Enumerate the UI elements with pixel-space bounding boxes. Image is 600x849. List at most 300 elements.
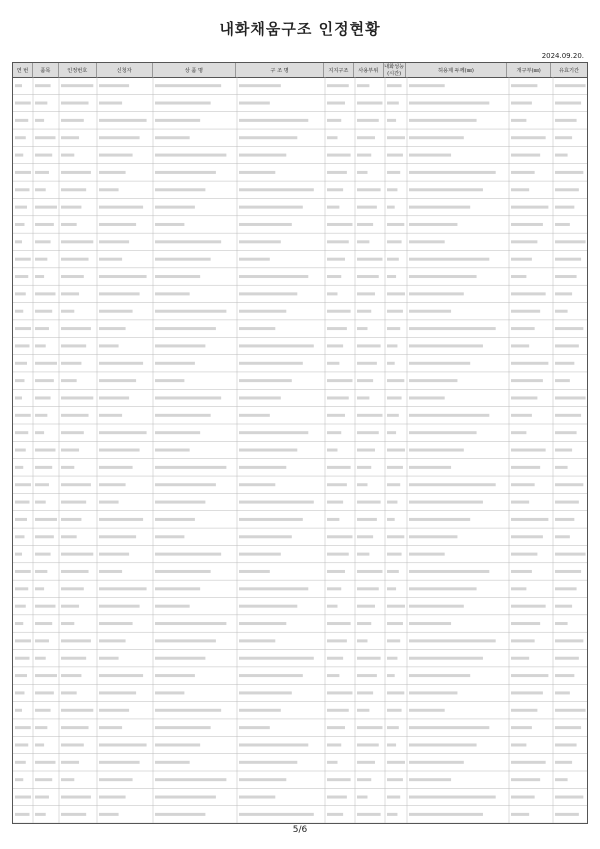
cell-placeholder: [555, 483, 583, 486]
cell-placeholder: [409, 813, 483, 816]
cell-placeholder: [239, 275, 308, 278]
cell-placeholder: [357, 310, 371, 313]
cell-placeholder: [357, 449, 375, 452]
cell-placeholder: [387, 102, 399, 105]
cell-placeholder: [155, 639, 216, 642]
cell-placeholder: [99, 743, 147, 746]
cell-placeholder: [409, 136, 464, 139]
cell-placeholder: [239, 379, 292, 382]
cell-placeholder: [155, 501, 205, 504]
cell-placeholder: [327, 344, 343, 347]
cell-placeholder: [61, 743, 84, 746]
cell-placeholder: [155, 622, 226, 625]
cell-placeholder: [35, 743, 44, 746]
cell-placeholder: [239, 570, 270, 573]
cell-placeholder: [35, 310, 52, 313]
cell-placeholder: [61, 726, 89, 729]
cell-placeholder: [239, 605, 297, 608]
cell-placeholder: [327, 726, 345, 729]
cell-placeholder: [555, 501, 579, 504]
cell-placeholder: [99, 102, 122, 105]
cell-placeholder: [555, 327, 583, 330]
cell-placeholder: [61, 466, 74, 469]
cell-placeholder: [387, 761, 405, 764]
cell-placeholder: [239, 206, 303, 209]
cell-placeholder: [239, 431, 308, 434]
cell-placeholder: [239, 622, 286, 625]
cell-placeholder: [511, 188, 529, 191]
cell-placeholder: [61, 518, 81, 521]
cell-placeholder: [387, 362, 395, 365]
cell-placeholder: [511, 796, 535, 799]
cell-placeholder: [555, 206, 574, 209]
cell-placeholder: [409, 501, 483, 504]
cell-placeholder: [15, 188, 30, 191]
cell-placeholder: [409, 570, 489, 573]
cell-placeholder: [327, 622, 351, 625]
cell-placeholder: [61, 587, 84, 590]
cell-placeholder: [511, 657, 529, 660]
cell-placeholder: [35, 102, 47, 105]
cell-placeholder: [387, 587, 396, 590]
cell-placeholder: [15, 310, 23, 313]
cell-placeholder: [511, 483, 535, 486]
cell-placeholder: [327, 206, 339, 209]
cell-placeholder: [15, 223, 25, 226]
cell-placeholder: [155, 396, 221, 399]
cell-placeholder: [15, 240, 22, 243]
cell-placeholder: [35, 154, 52, 157]
cell-placeholder: [99, 136, 140, 139]
cell-placeholder: [357, 587, 379, 590]
cell-placeholder: [239, 102, 270, 105]
cell-placeholder: [155, 102, 211, 105]
cell-placeholder: [327, 102, 345, 105]
cell-placeholder: [99, 796, 126, 799]
cell-placeholder: [239, 813, 314, 816]
cell-placeholder: [357, 206, 377, 209]
cell-placeholder: [99, 501, 119, 504]
cell-placeholder: [555, 709, 586, 712]
cell-placeholder: [61, 657, 86, 660]
cell-placeholder: [99, 84, 129, 87]
cell-placeholder: [15, 709, 22, 712]
cell-placeholder: [61, 639, 91, 642]
page-number: 5/6: [292, 825, 308, 835]
column-header-location: 사용부위: [354, 63, 384, 77]
cell-placeholder: [35, 292, 55, 295]
cell-placeholder: [409, 258, 489, 261]
cell-placeholder: [239, 796, 275, 799]
cell-placeholder: [327, 587, 341, 590]
cell-placeholder: [511, 119, 526, 122]
cell-placeholder: [99, 587, 147, 590]
cell-placeholder: [511, 102, 532, 105]
cell-placeholder: [511, 240, 537, 243]
cell-placeholder: [35, 449, 55, 452]
cell-placeholder: [99, 553, 129, 556]
cell-placeholder: [15, 657, 30, 660]
cell-placeholder: [239, 223, 292, 226]
cell-placeholder: [357, 362, 377, 365]
cell-placeholder: [409, 466, 451, 469]
cell-placeholder: [155, 813, 205, 816]
cell-placeholder: [15, 102, 31, 105]
cell-placeholder: [15, 639, 31, 642]
cell-placeholder: [387, 171, 400, 174]
cell-placeholder: [155, 136, 190, 139]
cell-placeholder: [409, 726, 489, 729]
cell-placeholder: [99, 275, 147, 278]
cell-placeholder: [99, 414, 122, 417]
cell-placeholder: [327, 570, 345, 573]
cell-placeholder: [99, 518, 143, 521]
cell-placeholder: [61, 709, 93, 712]
cell-placeholder: [239, 466, 286, 469]
cell-placeholder: [35, 691, 54, 694]
cell-placeholder: [61, 258, 89, 261]
cell-placeholder: [357, 691, 373, 694]
cell-placeholder: [327, 709, 349, 712]
cell-placeholder: [511, 587, 526, 590]
cell-placeholder: [239, 414, 270, 417]
cell-placeholder: [15, 466, 23, 469]
cell-placeholder: [327, 535, 353, 538]
cell-placeholder: [99, 449, 140, 452]
cell-placeholder: [555, 188, 579, 191]
cell-placeholder: [155, 188, 205, 191]
cell-placeholder: [155, 414, 211, 417]
cell-placeholder: [239, 778, 286, 781]
cell-placeholder: [61, 691, 77, 694]
cell-placeholder: [15, 431, 28, 434]
cell-placeholder: [511, 362, 548, 365]
cell-placeholder: [99, 327, 126, 330]
cell-placeholder: [35, 379, 54, 382]
column-header-structure: 구 조 명: [236, 63, 324, 77]
cell-placeholder: [35, 813, 46, 816]
cell-placeholder: [387, 639, 400, 642]
cell-placeholder: [555, 726, 581, 729]
cell-placeholder: [409, 119, 477, 122]
cell-placeholder: [409, 518, 470, 521]
cell-placeholder: [35, 674, 57, 677]
cell-placeholder: [327, 431, 341, 434]
column-header-category: 품목: [33, 63, 59, 77]
cell-placeholder: [387, 813, 397, 816]
cell-placeholder: [155, 362, 195, 365]
cell-placeholder: [387, 501, 397, 504]
cell-placeholder: [61, 449, 79, 452]
cell-placeholder: [387, 726, 399, 729]
cell-placeholder: [555, 414, 581, 417]
cell-placeholder: [61, 414, 89, 417]
cell-placeholder: [327, 483, 347, 486]
cell-placeholder: [35, 240, 51, 243]
cell-placeholder: [357, 743, 379, 746]
cell-placeholder: [239, 188, 314, 191]
cell-placeholder: [15, 396, 22, 399]
cell-placeholder: [357, 327, 368, 330]
cell-placeholder: [155, 223, 184, 226]
cell-placeholder: [387, 483, 400, 486]
cell-placeholder: [357, 379, 373, 382]
cell-placeholder: [387, 431, 396, 434]
cell-placeholder: [327, 275, 341, 278]
cell-placeholder: [387, 206, 395, 209]
cell-placeholder: [155, 344, 205, 347]
cell-placeholder: [35, 639, 49, 642]
column-header-product: 상 품 명: [153, 63, 237, 77]
cell-placeholder: [99, 813, 119, 816]
cell-placeholder: [357, 709, 369, 712]
cell-placeholder: [511, 171, 535, 174]
cell-placeholder: [357, 188, 381, 191]
cell-placeholder: [387, 310, 403, 313]
cell-placeholder: [155, 171, 216, 174]
cell-placeholder: [327, 171, 347, 174]
cell-placeholder: [387, 778, 403, 781]
cell-placeholder: [155, 466, 226, 469]
cell-placeholder: [555, 84, 586, 87]
cell-placeholder: [511, 518, 548, 521]
cell-placeholder: [155, 431, 200, 434]
cell-placeholder: [155, 535, 184, 538]
column-header-substrate: 지지구조: [324, 63, 354, 77]
cell-placeholder: [61, 396, 93, 399]
cell-placeholder: [387, 449, 405, 452]
cell-placeholder: [239, 84, 281, 87]
cell-placeholder: [327, 223, 353, 226]
cell-placeholder: [409, 691, 457, 694]
cell-placeholder: [511, 327, 535, 330]
cell-placeholder: [99, 535, 136, 538]
cell-placeholder: [409, 553, 445, 556]
cell-placeholder: [239, 258, 270, 261]
cell-placeholder: [409, 449, 464, 452]
cell-placeholder: [555, 535, 570, 538]
cell-placeholder: [61, 310, 74, 313]
cell-placeholder: [357, 518, 377, 521]
cell-placeholder: [409, 587, 477, 590]
cell-placeholder: [61, 102, 89, 105]
cell-placeholder: [409, 709, 445, 712]
cell-placeholder: [155, 449, 190, 452]
cell-placeholder: [99, 466, 133, 469]
cell-placeholder: [555, 639, 583, 642]
cell-placeholder: [35, 570, 47, 573]
column-header-no: 연 번: [13, 63, 33, 77]
cell-placeholder: [239, 761, 297, 764]
cell-placeholder: [15, 743, 28, 746]
cell-placeholder: [239, 501, 314, 504]
cell-placeholder: [61, 431, 84, 434]
cell-placeholder: [387, 275, 396, 278]
cell-placeholder: [387, 674, 395, 677]
cell-placeholder: [35, 171, 49, 174]
document-title: 내화채움구조 인정현황: [219, 20, 381, 38]
cell-placeholder: [35, 119, 44, 122]
cell-placeholder: [357, 466, 371, 469]
cell-placeholder: [555, 171, 583, 174]
cell-placeholder: [387, 344, 397, 347]
cell-placeholder: [327, 743, 341, 746]
cell-placeholder: [239, 396, 281, 399]
cell-placeholder: [357, 570, 383, 573]
cell-placeholder: [15, 136, 26, 139]
cell-placeholder: [239, 709, 281, 712]
cell-placeholder: [387, 240, 402, 243]
cell-placeholder: [99, 292, 140, 295]
cell-placeholder: [327, 414, 345, 417]
cell-placeholder: [511, 691, 543, 694]
cell-placeholder: [35, 344, 46, 347]
cell-placeholder: [15, 483, 31, 486]
cell-placeholder: [61, 136, 79, 139]
cell-placeholder: [357, 553, 369, 556]
cell-placeholder: [511, 605, 546, 608]
cell-placeholder: [35, 501, 46, 504]
cell-placeholder: [387, 84, 402, 87]
cell-placeholder: [61, 344, 86, 347]
cell-placeholder: [155, 570, 211, 573]
cell-placeholder: [555, 743, 577, 746]
cell-placeholder: [239, 310, 286, 313]
cell-placeholder: [409, 275, 477, 278]
column-header-conditions: 허용제 두께(㎜): [406, 63, 508, 77]
cell-placeholder: [555, 379, 570, 382]
cell-placeholder: [357, 154, 371, 157]
cell-placeholder: [387, 553, 402, 556]
cell-placeholder: [99, 223, 136, 226]
cell-placeholder: [409, 605, 464, 608]
cell-placeholder: [357, 431, 379, 434]
cell-placeholder: [409, 414, 489, 417]
cell-placeholder: [15, 622, 23, 625]
cell-placeholder: [61, 188, 86, 191]
cell-placeholder: [61, 327, 91, 330]
cell-placeholder: [155, 587, 200, 590]
cell-placeholder: [35, 761, 55, 764]
cell-placeholder: [99, 396, 129, 399]
cell-placeholder: [409, 327, 496, 330]
cell-placeholder: [555, 258, 581, 261]
cell-placeholder: [99, 622, 133, 625]
cell-placeholder: [511, 84, 537, 87]
column-header-approval-no: 인정번호: [59, 63, 97, 77]
cell-placeholder: [155, 709, 221, 712]
cell-placeholder: [35, 414, 47, 417]
cell-placeholder: [327, 553, 349, 556]
cell-placeholder: [99, 691, 136, 694]
cell-placeholder: [555, 796, 583, 799]
cell-placeholder: [409, 171, 496, 174]
cell-placeholder: [61, 483, 91, 486]
cell-placeholder: [409, 535, 457, 538]
cell-placeholder: [387, 292, 405, 295]
cell-placeholder: [511, 310, 540, 313]
cell-placeholder: [511, 709, 537, 712]
cell-placeholder: [511, 292, 546, 295]
cell-placeholder: [511, 431, 526, 434]
cell-placeholder: [15, 778, 23, 781]
cell-placeholder: [357, 535, 373, 538]
table-body: [13, 77, 587, 823]
cell-placeholder: [327, 379, 353, 382]
cell-placeholder: [511, 778, 540, 781]
cell-placeholder: [61, 171, 91, 174]
cell-placeholder: [99, 188, 119, 191]
cell-placeholder: [15, 726, 31, 729]
cell-placeholder: [61, 275, 84, 278]
cell-placeholder: [327, 501, 343, 504]
cell-placeholder: [555, 292, 572, 295]
cell-placeholder: [15, 501, 30, 504]
column-header-fire-time: 내화성능 (시간): [384, 64, 405, 77]
cell-placeholder: [409, 310, 451, 313]
cell-placeholder: [99, 605, 140, 608]
cell-placeholder: [155, 258, 211, 261]
cell-placeholder: [155, 119, 200, 122]
cell-placeholder: [327, 796, 347, 799]
cell-placeholder: [555, 691, 570, 694]
cell-placeholder: [327, 778, 351, 781]
cell-placeholder: [409, 84, 445, 87]
cell-placeholder: [387, 622, 403, 625]
cell-placeholder: [35, 275, 44, 278]
cell-placeholder: [511, 206, 548, 209]
cell-placeholder: [357, 136, 375, 139]
cell-placeholder: [387, 258, 399, 261]
cell-placeholder: [387, 605, 405, 608]
cell-placeholder: [409, 362, 470, 365]
cell-placeholder: [99, 657, 119, 660]
table-rows-placeholder: [13, 77, 587, 823]
cell-placeholder: [511, 726, 532, 729]
cell-placeholder: [61, 84, 93, 87]
cell-placeholder: [99, 639, 126, 642]
cell-placeholder: [327, 605, 338, 608]
cell-placeholder: [409, 674, 470, 677]
cell-placeholder: [387, 396, 402, 399]
cell-placeholder: [239, 691, 292, 694]
cell-placeholder: [555, 431, 577, 434]
cell-placeholder: [357, 483, 368, 486]
cell-placeholder: [155, 674, 195, 677]
cell-placeholder: [409, 206, 470, 209]
cell-placeholder: [99, 240, 129, 243]
cell-placeholder: [327, 240, 349, 243]
cell-placeholder: [61, 206, 81, 209]
cell-placeholder: [61, 605, 79, 608]
cell-placeholder: [15, 362, 27, 365]
cell-placeholder: [387, 691, 404, 694]
cell-placeholder: [357, 275, 379, 278]
cell-placeholder: [99, 709, 129, 712]
cell-placeholder: [357, 501, 381, 504]
cell-placeholder: [15, 344, 30, 347]
cell-placeholder: [327, 518, 339, 521]
cell-placeholder: [35, 206, 57, 209]
cell-placeholder: [155, 379, 184, 382]
cell-placeholder: [387, 188, 397, 191]
cell-placeholder: [409, 761, 464, 764]
cell-placeholder: [327, 84, 349, 87]
cell-placeholder: [35, 796, 49, 799]
cell-placeholder: [357, 778, 371, 781]
cell-placeholder: [555, 518, 574, 521]
cell-placeholder: [61, 240, 93, 243]
